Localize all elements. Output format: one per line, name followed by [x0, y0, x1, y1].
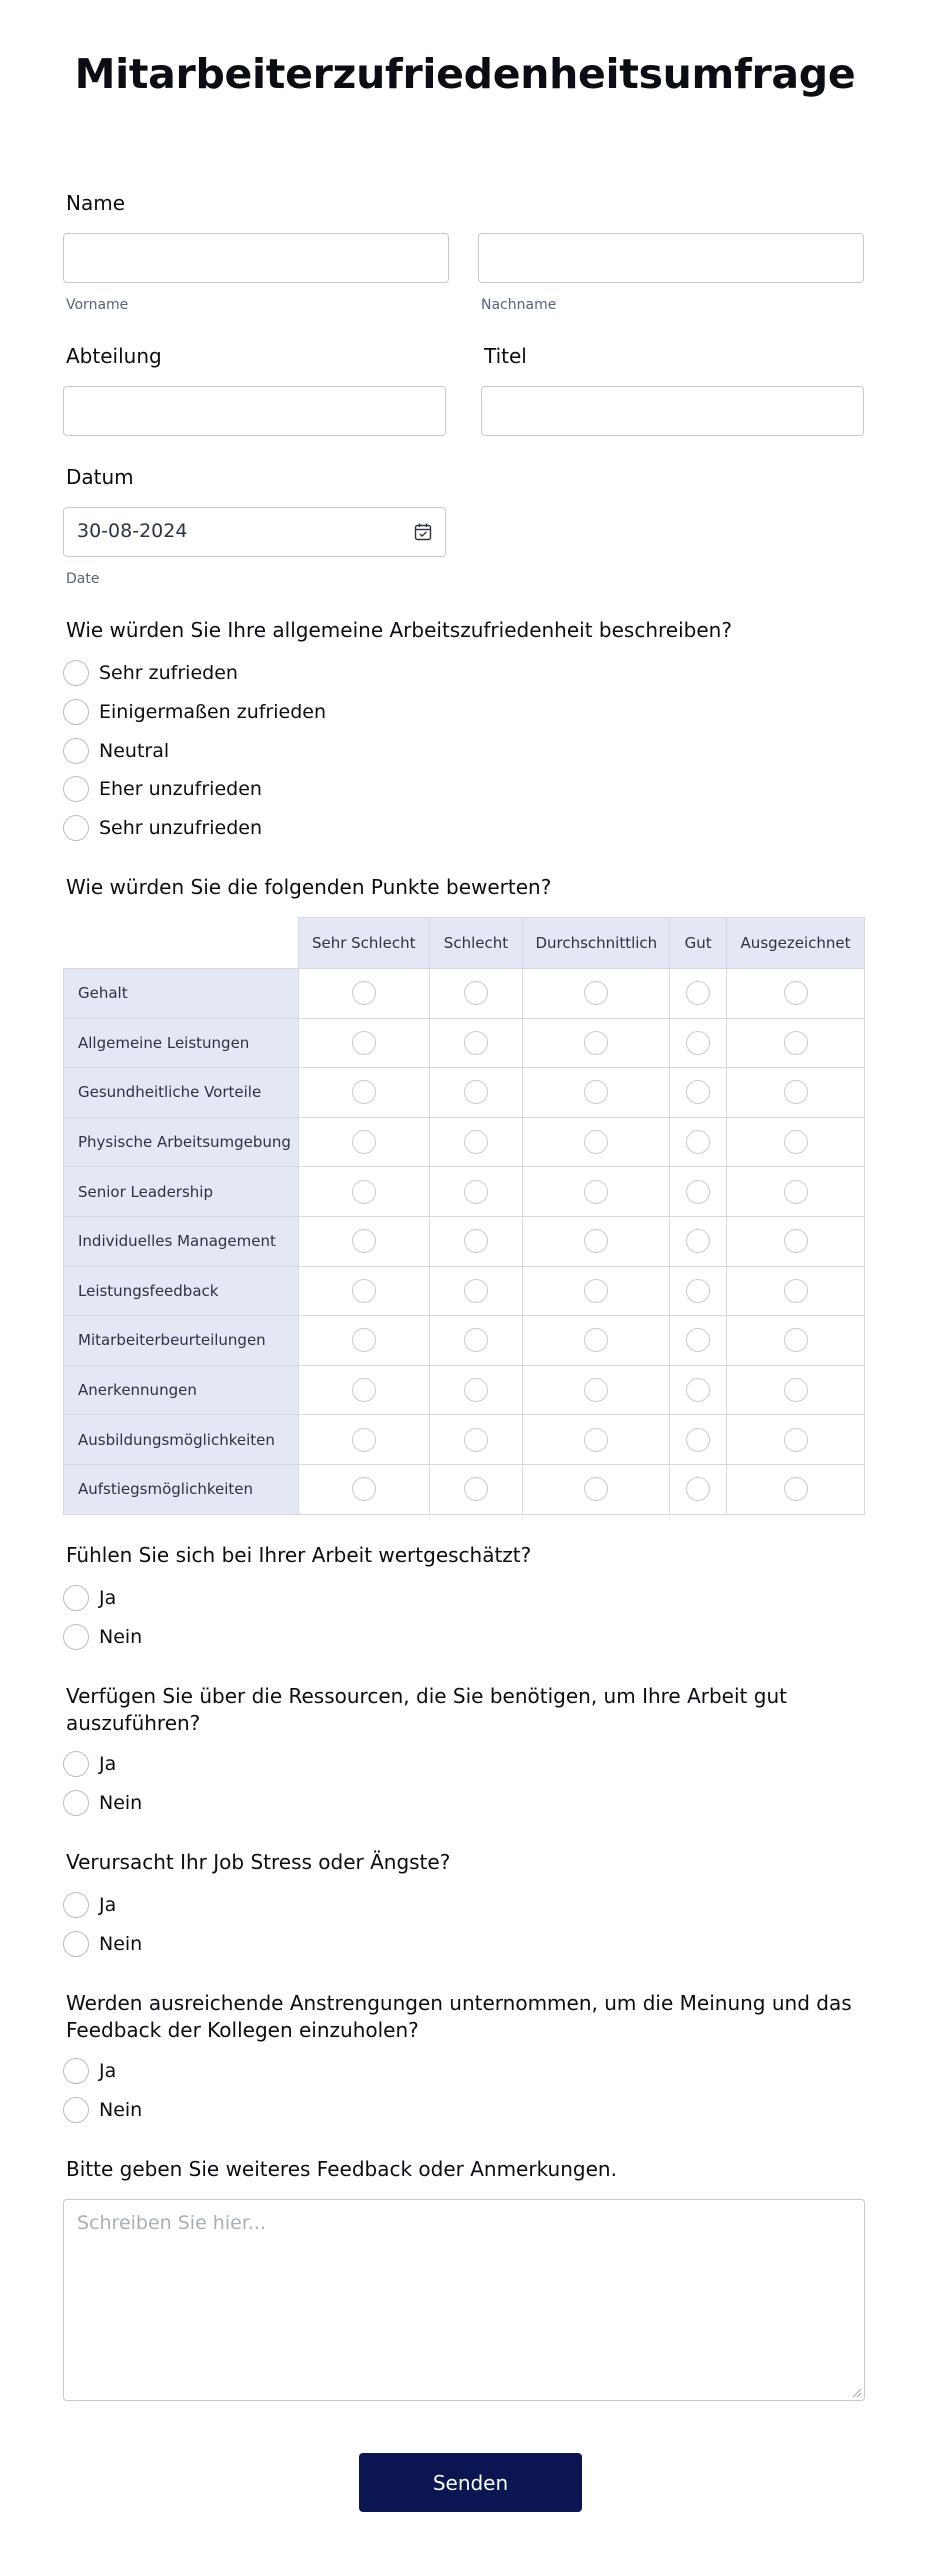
matrix-col-bad: Schlecht — [429, 918, 523, 969]
matrix-row-label: Individuelles Management — [64, 1216, 299, 1266]
matrix-radio-button[interactable] — [784, 1279, 808, 1303]
matrix-radio-button[interactable] — [686, 1328, 710, 1352]
matrix-radio-button[interactable] — [584, 1328, 608, 1352]
matrix-radio-button[interactable] — [686, 1130, 710, 1154]
satisfaction-option-somewhat-dissatisfied[interactable]: Eher unzufrieden — [63, 775, 262, 803]
matrix-radio-button[interactable] — [584, 1180, 608, 1204]
matrix-cell — [298, 1216, 429, 1266]
matrix-row — [64, 1018, 865, 1068]
matrix-cell — [523, 1266, 670, 1316]
matrix-col-good: Gut — [670, 918, 727, 969]
department-input[interactable] — [63, 386, 446, 436]
matrix-radio-button[interactable] — [352, 1279, 376, 1303]
radio-button[interactable] — [63, 1892, 89, 1918]
matrix-cell — [523, 1018, 670, 1068]
matrix-cell — [727, 1117, 865, 1167]
matrix-radio-button[interactable] — [584, 1428, 608, 1452]
form-title: Mitarbeiterzufriedenheitsumfrage — [74, 50, 856, 98]
matrix-row — [64, 1316, 865, 1366]
matrix-cell — [727, 1266, 865, 1316]
matrix-row — [64, 1464, 865, 1514]
feedback-effort-option-yes[interactable]: Ja — [63, 2057, 116, 2085]
matrix-row-label: Ausbildungsmöglichkeiten — [64, 1415, 299, 1465]
matrix-radio-button[interactable] — [464, 1130, 488, 1154]
matrix-radio-button[interactable] — [784, 981, 808, 1005]
matrix-radio-button[interactable] — [584, 1229, 608, 1253]
matrix-cell — [429, 1216, 523, 1266]
satisfaction-option-neutral[interactable]: Neutral — [63, 737, 169, 765]
matrix-question: Wie würden Sie die folgenden Punkte bewerten? — [66, 875, 552, 899]
matrix-radio-button[interactable] — [686, 1031, 710, 1055]
valued-option-no[interactable]: Nein — [63, 1623, 142, 1651]
matrix-cell — [670, 1266, 727, 1316]
matrix-cell — [670, 1464, 727, 1514]
matrix-cell — [523, 1316, 670, 1366]
matrix-radio-button[interactable] — [784, 1080, 808, 1104]
matrix-cell — [429, 1266, 523, 1316]
valued-option-yes[interactable]: Ja — [63, 1584, 116, 1612]
matrix-radio-button[interactable] — [584, 1279, 608, 1303]
matrix-radio-button[interactable] — [352, 1378, 376, 1402]
matrix-radio-button[interactable] — [464, 1229, 488, 1253]
matrix-row — [64, 1068, 865, 1118]
date-input[interactable] — [63, 507, 446, 557]
matrix-radio-button[interactable] — [686, 1080, 710, 1104]
date-label: Datum — [66, 465, 134, 489]
valued-question: Fühlen Sie sich bei Ihrer Arbeit wertgeschätzt? — [66, 1543, 532, 1567]
matrix-radio-button[interactable] — [464, 1031, 488, 1055]
matrix-cell — [670, 1068, 727, 1118]
matrix-radio-button[interactable] — [352, 1229, 376, 1253]
job-title-input[interactable] — [481, 386, 864, 436]
matrix-radio-button[interactable] — [784, 1031, 808, 1055]
matrix-cell — [429, 1068, 523, 1118]
stress-option-yes[interactable]: Ja — [63, 1891, 116, 1919]
resize-grip-icon[interactable] — [850, 2386, 862, 2398]
matrix-radio-button[interactable] — [584, 1080, 608, 1104]
matrix-cell — [670, 1018, 727, 1068]
matrix-cell — [429, 1018, 523, 1068]
matrix-cell — [670, 1415, 727, 1465]
matrix-cell — [670, 1216, 727, 1266]
matrix-radio-button[interactable] — [352, 981, 376, 1005]
comments-textarea[interactable] — [63, 2199, 865, 2401]
radio-button[interactable] — [63, 1585, 89, 1611]
matrix-radio-button[interactable] — [784, 1428, 808, 1452]
matrix-cell — [298, 1167, 429, 1217]
matrix-cell — [727, 1068, 865, 1118]
job-title-label: Titel — [484, 344, 527, 368]
feedback-effort-question-line2: Feedback der Kollegen einzuholen? — [66, 2018, 419, 2042]
matrix-radio-button[interactable] — [352, 1477, 376, 1501]
matrix-radio-button[interactable] — [464, 1080, 488, 1104]
matrix-cell — [429, 1365, 523, 1415]
matrix-row-label: Anerkennungen — [64, 1365, 299, 1415]
matrix-cell — [298, 1316, 429, 1366]
radio-button[interactable] — [63, 776, 89, 802]
stress-option-no[interactable]: Nein — [63, 1930, 142, 1958]
feedback-effort-option-no[interactable]: Nein — [63, 2096, 142, 2124]
matrix-row-label: Gehalt — [64, 969, 299, 1019]
matrix-cell — [670, 1365, 727, 1415]
date-sublabel: Date — [66, 571, 100, 587]
matrix-radio-button[interactable] — [464, 1378, 488, 1402]
matrix-radio-button[interactable] — [686, 981, 710, 1005]
satisfaction-question: Wie würden Sie Ihre allgemeine Arbeitszufriedenheit beschreiben? — [66, 618, 732, 642]
matrix-cell — [523, 969, 670, 1019]
matrix-cell — [727, 1167, 865, 1217]
date-value: 30-08-2024 — [77, 520, 188, 542]
matrix-radio-button[interactable] — [352, 1180, 376, 1204]
comments-question: Bitte geben Sie weiteres Feedback oder Anmerkungen. — [66, 2157, 617, 2181]
resources-question-line1: Verfügen Sie über die Ressourcen, die Sie benötigen, um Ihre Arbeit gut — [66, 1684, 787, 1708]
first-name-input[interactable] — [63, 233, 449, 283]
matrix-cell — [429, 969, 523, 1019]
matrix-row-label: Mitarbeiterbeurteilungen — [64, 1316, 299, 1366]
matrix-cell — [670, 1316, 727, 1366]
matrix-radio-button[interactable] — [352, 1328, 376, 1352]
satisfaction-option-very-satisfied[interactable]: Sehr zufrieden — [63, 659, 238, 687]
last-name-sublabel: Nachname — [481, 297, 557, 313]
stress-question: Verursacht Ihr Job Stress oder Ängste? — [66, 1850, 451, 1874]
matrix-cell — [523, 1415, 670, 1465]
matrix-radio-button[interactable] — [784, 1229, 808, 1253]
matrix-radio-button[interactable] — [686, 1378, 710, 1402]
matrix-radio-button[interactable] — [584, 1130, 608, 1154]
matrix-radio-button[interactable] — [464, 981, 488, 1005]
radio-button[interactable] — [63, 1931, 89, 1957]
matrix-radio-button[interactable] — [464, 1279, 488, 1303]
matrix-radio-button[interactable] — [584, 1378, 608, 1402]
matrix-radio-button[interactable] — [464, 1428, 488, 1452]
matrix-cell — [727, 1316, 865, 1366]
matrix-corner — [64, 918, 299, 969]
matrix-radio-button[interactable] — [584, 1477, 608, 1501]
radio-button[interactable] — [63, 1751, 89, 1777]
calendar-icon[interactable] — [413, 522, 433, 542]
matrix-row — [64, 1365, 865, 1415]
matrix-row — [64, 1415, 865, 1465]
matrix-cell — [429, 1464, 523, 1514]
matrix-cell — [670, 969, 727, 1019]
matrix-cell — [429, 1117, 523, 1167]
matrix-radio-button[interactable] — [784, 1378, 808, 1402]
radio-button[interactable] — [63, 2097, 89, 2123]
feedback-effort-question-line1: Werden ausreichende Anstrengungen unternommen, um die Meinung und das — [66, 1991, 852, 2015]
matrix-radio-button[interactable] — [464, 1180, 488, 1204]
matrix-row-label: Leistungsfeedback — [64, 1266, 299, 1316]
matrix-radio-button[interactable] — [686, 1477, 710, 1501]
matrix-row-label: Allgemeine Leistungen — [64, 1018, 299, 1068]
last-name-input[interactable] — [478, 233, 864, 283]
matrix-radio-button[interactable] — [784, 1130, 808, 1154]
matrix-col-average: Durchschnittlich — [523, 918, 670, 969]
radio-button[interactable] — [63, 1624, 89, 1650]
matrix-cell — [670, 1167, 727, 1217]
department-label: Abteilung — [66, 344, 162, 368]
matrix-col-excellent: Ausgezeichnet — [727, 918, 865, 969]
matrix-cell — [727, 1018, 865, 1068]
matrix-cell — [298, 1117, 429, 1167]
matrix-radio-button[interactable] — [686, 1180, 710, 1204]
matrix-radio-button[interactable] — [352, 1130, 376, 1154]
matrix-cell — [298, 1018, 429, 1068]
matrix-cell — [429, 1415, 523, 1465]
radio-button[interactable] — [63, 815, 89, 841]
matrix-row-label: Gesundheitliche Vorteile — [64, 1068, 299, 1118]
radio-button[interactable] — [63, 660, 89, 686]
satisfaction-option-somewhat-satisfied[interactable]: Einigermaßen zufrieden — [63, 698, 326, 726]
radio-button[interactable] — [63, 738, 89, 764]
matrix-cell — [298, 1365, 429, 1415]
matrix-row — [64, 1216, 865, 1266]
rating-matrix — [63, 917, 865, 1515]
matrix-radio-button[interactable] — [584, 981, 608, 1005]
resources-option-no[interactable]: Nein — [63, 1789, 142, 1817]
matrix-cell — [727, 1464, 865, 1514]
matrix-row — [64, 969, 865, 1019]
matrix-col-very-bad: Sehr Schlecht — [298, 918, 429, 969]
matrix-cell — [523, 1365, 670, 1415]
matrix-row — [64, 1266, 865, 1316]
matrix-cell — [523, 1464, 670, 1514]
matrix-row-label: Physische Arbeitsumgebung — [64, 1117, 299, 1167]
matrix-cell — [523, 1117, 670, 1167]
matrix-radio-button[interactable] — [784, 1328, 808, 1352]
radio-button[interactable] — [63, 2058, 89, 2084]
matrix-radio-button[interactable] — [464, 1328, 488, 1352]
matrix-cell — [298, 1464, 429, 1514]
first-name-sublabel: Vorname — [66, 297, 129, 313]
resources-option-yes[interactable]: Ja — [63, 1750, 116, 1778]
matrix-radio-button[interactable] — [464, 1477, 488, 1501]
matrix-cell — [727, 1216, 865, 1266]
matrix-radio-button[interactable] — [352, 1428, 376, 1452]
name-label: Name — [66, 191, 126, 215]
matrix-cell — [429, 1316, 523, 1366]
matrix-cell — [298, 969, 429, 1019]
matrix-cell — [727, 1365, 865, 1415]
matrix-cell — [298, 1266, 429, 1316]
submit-button[interactable]: Senden — [359, 2453, 582, 2512]
radio-button[interactable] — [63, 1790, 89, 1816]
matrix-cell — [429, 1167, 523, 1217]
matrix-radio-button[interactable] — [686, 1229, 710, 1253]
matrix-row-label: Senior Leadership — [64, 1167, 299, 1217]
matrix-radio-button[interactable] — [784, 1180, 808, 1204]
resources-question — [66, 1683, 787, 1737]
matrix-cell — [670, 1117, 727, 1167]
matrix-radio-button[interactable] — [686, 1279, 710, 1303]
matrix-cell — [298, 1068, 429, 1118]
matrix-cell — [523, 1167, 670, 1217]
matrix-cell — [727, 1415, 865, 1465]
matrix-cell — [523, 1068, 670, 1118]
matrix-cell — [523, 1216, 670, 1266]
matrix-radio-button[interactable] — [686, 1428, 710, 1452]
matrix-radio-button[interactable] — [584, 1031, 608, 1055]
matrix-cell — [727, 969, 865, 1019]
radio-button[interactable] — [63, 699, 89, 725]
matrix-radio-button[interactable] — [352, 1031, 376, 1055]
matrix-radio-button[interactable] — [784, 1477, 808, 1501]
matrix-row-label: Aufstiegsmöglichkeiten — [64, 1464, 299, 1514]
matrix-row — [64, 1117, 865, 1167]
resources-question-line2: auszuführen? — [66, 1711, 201, 1735]
satisfaction-option-very-dissatisfied[interactable]: Sehr unzufrieden — [63, 814, 262, 842]
feedback-effort-question — [66, 1990, 852, 2044]
matrix-row — [64, 1167, 865, 1217]
matrix-cell — [298, 1415, 429, 1465]
matrix-radio-button[interactable] — [352, 1080, 376, 1104]
